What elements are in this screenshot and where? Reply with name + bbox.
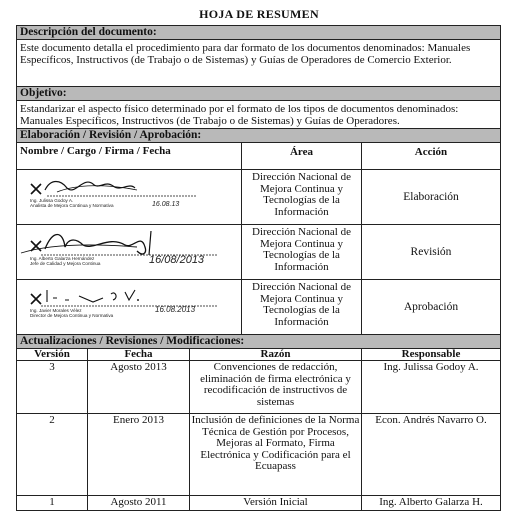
col-header-accion: Acción	[414, 146, 448, 158]
signer-cargo: Director de Mejora Continua y Normativa	[30, 313, 114, 318]
razon-cell: Inclusión de definiciones de la Norma Técnica de Gestión por Procesos, Mejoras al Formato, Firma Electrónica y Codificación para el Ecuapass	[190, 414, 362, 495]
version-cell: 2	[17, 414, 88, 495]
accion-cell: Elaboración	[403, 191, 459, 203]
signature-date: 16/08/2013	[149, 254, 205, 266]
col-header-version: Versión	[17, 349, 88, 360]
summary-table	[16, 25, 501, 511]
table-row	[17, 225, 500, 280]
document-title: HOJA DE RESUMEN	[199, 7, 319, 21]
table-row	[17, 414, 500, 496]
version-cell: 3	[17, 361, 88, 413]
area-cell: Dirección Nacional de Mejora Continua y Tecnologías de la Información	[242, 280, 362, 334]
aprobacion-heading: Elaboración / Revisión / Aprobación:	[17, 129, 500, 143]
signature-date: 16.08.2013	[155, 305, 196, 314]
fecha-cell: Enero 2013	[88, 414, 190, 495]
col-header-responsable: Responsable	[401, 348, 461, 360]
version-cell: 1	[17, 496, 88, 510]
descripcion-heading: Descripción del documento:	[17, 26, 500, 40]
col-header-nombre: Nombre / Cargo / Firma / Fecha	[17, 143, 242, 169]
table-row	[17, 361, 500, 414]
responsable-cell: Econ. Andrés Navarro O.	[375, 414, 487, 426]
col-header-razon: Razón	[190, 349, 362, 360]
signer-name: Ing. Alberto Galarza Hernández	[30, 256, 95, 261]
table-row	[17, 170, 500, 225]
col-header-fecha: Fecha	[88, 349, 190, 360]
aprobacion-header-row	[17, 143, 500, 170]
handwritten-signature	[17, 225, 241, 279]
signature-cell	[17, 170, 242, 224]
area-cell: Dirección Nacional de Mejora Continua y Tecnologías de la Información	[242, 225, 362, 279]
fecha-cell: Agosto 2013	[88, 361, 190, 413]
actualizaciones-header-row	[17, 349, 500, 361]
signer-name: Ing. Javier Morales Vélez	[30, 308, 82, 313]
col-header-area: Área	[242, 143, 362, 169]
handwritten-signature	[17, 170, 241, 224]
area-cell: Dirección Nacional de Mejora Continua y Tecnologías de la Información	[242, 170, 362, 224]
fecha-cell: Agosto 2011	[88, 496, 190, 510]
objetivo-heading: Objetivo:	[17, 87, 500, 101]
accion-cell: Revisión	[410, 246, 452, 258]
accion-cell: Aprobación	[403, 301, 459, 313]
table-row	[17, 496, 500, 510]
actualizaciones-heading: Actualizaciones / Revisiones / Modificaciones:	[17, 335, 500, 349]
responsable-cell: Ing. Julissa Godoy A.	[383, 361, 479, 373]
descripcion-text: Este documento detalla el procedimiento para dar formato de los documentos denominados: Manuales Específicos, Instructivos (de Trabajo o de Sistemas) y Guías de Operadores de Comercio Exterior.	[17, 40, 500, 87]
table-row	[17, 280, 500, 335]
razon-cell: Versión Inicial	[190, 496, 362, 510]
signer-cargo: Jefe de Calidad y Mejora Continua	[30, 261, 101, 266]
objetivo-text: Estandarizar el aspecto físico determinado por el formato de los tipos de documentos denominados: Manuales Específicos, Instructivos (de Trabajo o de Sistemas) y Guías de Operadores.	[17, 101, 500, 129]
handwritten-signature	[17, 280, 241, 334]
signer-cargo: Analista de Mejora Continua y Normativa	[30, 203, 114, 208]
signature-date: 16.08.13	[152, 201, 180, 208]
razon-cell: Convenciones de redacción, eliminación de firma electrónica y recodificación de instructivos de sistemas	[190, 361, 362, 413]
signature-cell	[17, 280, 242, 334]
signer-name: Ing. Julissa Godoy A.	[30, 198, 74, 203]
signature-cell	[17, 225, 242, 279]
responsable-cell: Ing. Alberto Galarza H.	[379, 496, 483, 508]
